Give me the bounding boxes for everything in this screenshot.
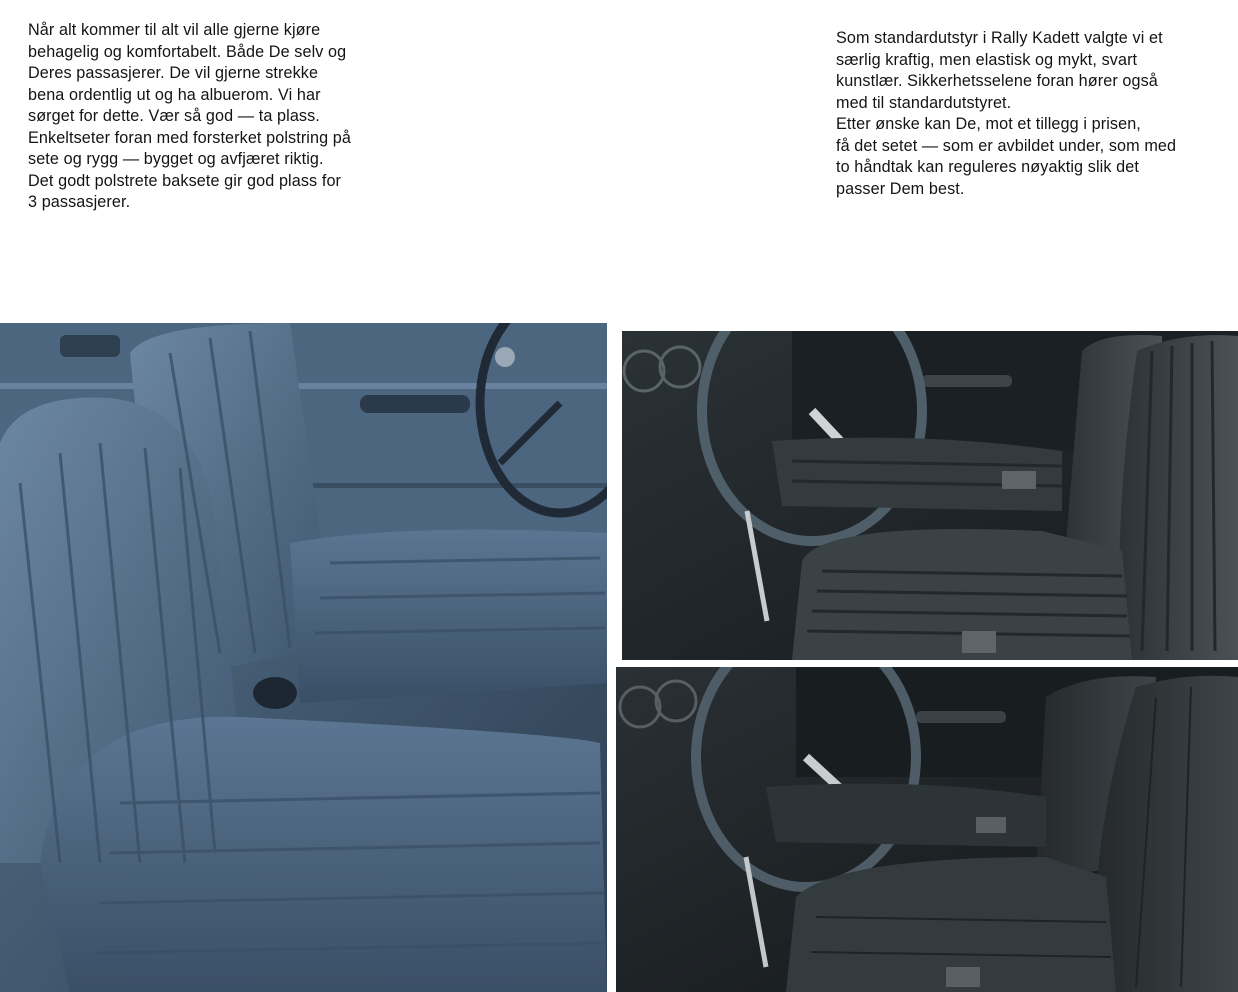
text-line: to håndtak kan reguleres nøyaktig slik det <box>836 158 1139 176</box>
black-seats-illustration <box>622 331 1238 660</box>
photo-blue-seats <box>0 323 607 992</box>
text-line: passer Dem best. <box>836 179 965 198</box>
text-line: sete og rygg — bygget og avfjæret riktig. <box>28 150 324 168</box>
text-line: 3 passasjerer. <box>28 193 131 211</box>
text-line: særlig kraftig, men elastisk og mykt, svart <box>836 50 1138 69</box>
blue-seats-illustration <box>0 323 607 992</box>
photo-black-seats <box>622 331 1238 660</box>
reclining-seats-illustration <box>616 667 1238 992</box>
text-line: sørget for dette. Vær så god — ta plass. <box>28 107 320 125</box>
text-line: få det setet — som er avbildet under, som med <box>836 136 1177 155</box>
text-line: Når alt kommer til alt vil alle gjerne kjøre <box>28 21 321 39</box>
text-line: behagelig og komfortabelt. Både De selv og <box>28 42 347 61</box>
text-line: med til standardutstyret. <box>836 93 1012 112</box>
text-line: Det godt polstrete baksete gir god plass for <box>28 171 342 190</box>
text-line: Deres passasjerer. De vil gjerne strekke <box>28 64 319 82</box>
photo-reclining-seats <box>616 667 1238 992</box>
text-line: bena ordentlig ut og ha albuerom. Vi har <box>28 85 321 104</box>
text-line: Enkeltseter foran med forsterket polstring på <box>28 128 352 147</box>
intro-paragraph-left <box>28 20 351 214</box>
text-line: kunstlær. Sikkerhetsselene foran hører også <box>836 72 1158 90</box>
intro-paragraph-right <box>836 28 1176 200</box>
text-line: Som standardutstyr i Rally Kadett valgte vi et <box>836 29 1163 47</box>
text-line: Etter ønske kan De, mot et tillegg i prisen, <box>836 115 1141 133</box>
